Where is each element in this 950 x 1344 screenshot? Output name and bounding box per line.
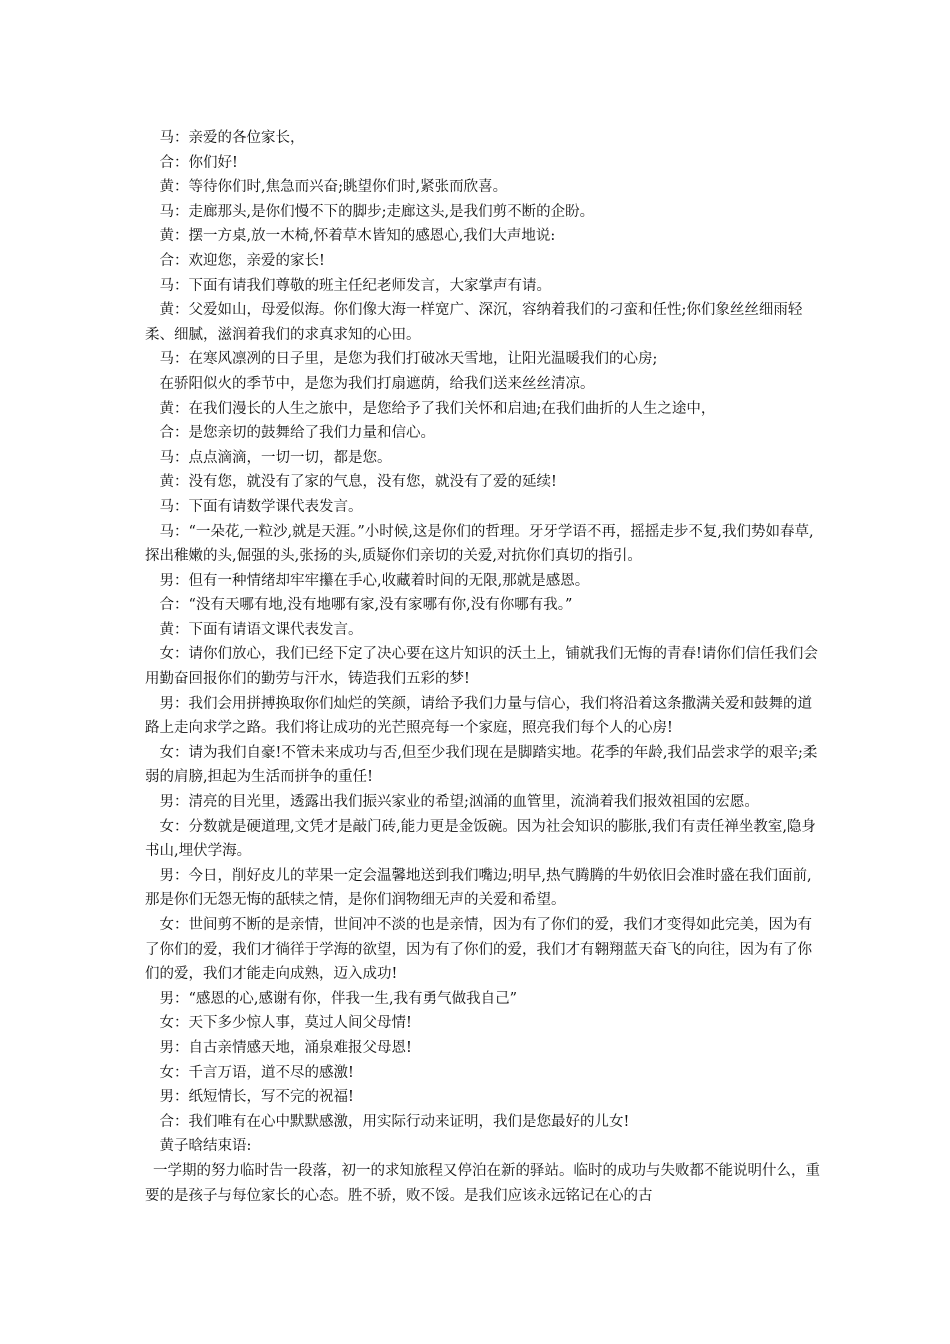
paragraph: 女：千言万语，道不尽的感激! [159, 1064, 354, 1081]
paragraph: 女：分数就是硬道理,文凭才是敲门砖,能力更是金饭碗。因为社会知识的膨胀,我们有责任禅坐教室,隐身书山,埋伏学海。 [145, 818, 816, 860]
paragraph: 男：清亮的目光里，透露出我们振兴家业的希望;汹涌的血管里，流淌着我们报效祖国的宏愿。 [159, 794, 759, 811]
paragraph: 女：世间剪不断的是亲情，世间冲不淡的也是亲情，因为有了你们的爱，我们才变得如此完美，因为有了你们的爱，我们才徜徉于学海的欲望，因为有了你们的爱，我们才有翱翔蓝天奋飞的向往，因为有了你们的爱，我们才能走向成熟，迈入成功! [145, 917, 812, 983]
paragraph: 黄：下面有请语文课代表发言。 [159, 621, 363, 638]
paragraph: 黄子晗结束语: [159, 1138, 252, 1155]
document-body [145, 126, 825, 1208]
paragraph: 男：但有一种情绪却牢牢攥在手心,收藏着时间的无限,那就是感恩。 [159, 572, 590, 589]
paragraph: 黄：父爱如山，母爱似海。你们像大海一样宽广、深沉，容纳着我们的刁蛮和任性;你们象丝丝细雨轻柔、细腻，滋润着我们的求真求知的心田。 [145, 302, 803, 343]
paragraph: 合：我们唯有在心中默默感激，用实际行动来证明，我们是您最好的儿女! [159, 1113, 630, 1130]
paragraph: 马：在寒风凛冽的日子里，是您为我们打破冰天雪地，让阳光温暖我们的心房; [159, 351, 658, 368]
paragraph: 女：请你们放心，我们已经下定了决心要在这片知识的沃土上，铺就我们无悔的青春!请你们信任我们会用勤奋回报你们的勤劳与汗水，铸造我们五彩的梦! [145, 646, 818, 688]
paragraph: 在骄阳似火的季节中，是您为我们打扇遮荫，给我们送来丝丝清凉。 [159, 375, 595, 392]
paragraph: 马：点点滴滴，一切一切，都是您。 [159, 449, 392, 466]
paragraph: 马：下面有请数学课代表发言。 [159, 498, 363, 515]
paragraph: 黄：没有您，就没有了家的气息，没有您，就没有了爱的延续! [159, 474, 557, 491]
paragraph: 男：“感恩的心,感谢有你，伴我一生,我有勇气做我自己” [159, 990, 518, 1007]
paragraph: 一学期的努力临时告一段落，初一的求知旅程又停泊在新的驿站。临时的成功与失败都不能说明什么，重要的是孩子与每位家长的心态。胜不骄，败不馁。是我们应该永远铭记在心的古 [145, 1162, 820, 1204]
paragraph: 合：你们好! [159, 154, 238, 171]
paragraph: 男：我们会用拼搏换取你们灿烂的笑颜，请给予我们力量与信心，我们将沿着这条撒满关爱和鼓舞的道路上走向求学之路。我们将让成功的光芒照亮每一个家庭，照亮我们每个人的心房! [145, 695, 812, 737]
paragraph: 黄：等待你们时,焦急而兴奋;眺望你们时,紧张而欣喜。 [159, 179, 508, 196]
paragraph: 马：“一朵花,一粒沙,就是天涯。”小时候,这是你们的哲理。牙牙学语不再，摇摇走步不复,我们势如春草,探出稚嫩的头,倔强的头,张扬的头,质疑你们亲切的关爱,对抗你们真切的指引。 [145, 523, 814, 565]
paragraph: 女：天下多少惊人事，莫过人间父母情! [159, 1015, 412, 1032]
paragraph: 合：是您亲切的鼓舞给了我们力量和信心。 [159, 425, 435, 442]
paragraph: 男：今日，削好皮儿的苹果一定会温馨地送到我们嘴边;明早,热气腾腾的牛奶依旧会准时盛在我们面前,那是你们无怨无悔的舐犊之情，是你们润物细无声的关爱和希望。 [145, 867, 812, 909]
paragraph: 男：纸短情长，写不完的祝福! [159, 1089, 354, 1106]
paragraph: 黄：摆一方桌,放一木椅,怀着草木皆知的感恩心,我们大声地说: [159, 228, 556, 245]
paragraph: 合：“没有天哪有地,没有地哪有家,没有家哪有你,没有你哪有我。” [159, 597, 573, 614]
paragraph: 马：亲爱的各位家长， [159, 130, 305, 146]
paragraph: 马：下面有请我们尊敬的班主任纪老师发言，大家掌声有请。 [159, 277, 551, 294]
paragraph: 合：欢迎您，亲爱的家长! [159, 252, 325, 269]
paragraph: 男：自古亲情感天地，涌泉难报父母恩! [159, 1039, 412, 1056]
paragraph: 女：请为我们自豪!不管未来成功与否,但至少我们现在是脚踏实地。花季的年龄,我们品尝求学的艰辛;柔弱的肩膀,担起为生活而拼争的重任! [145, 744, 818, 786]
paragraph: 马：走廊那头,是你们慢不下的脚步;走廊这头,是我们剪不断的企盼。 [159, 203, 595, 220]
paragraph: 黄：在我们漫长的人生之旅中，是您给予了我们关怀和启迪;在我们曲折的人生之途中， [159, 400, 716, 417]
